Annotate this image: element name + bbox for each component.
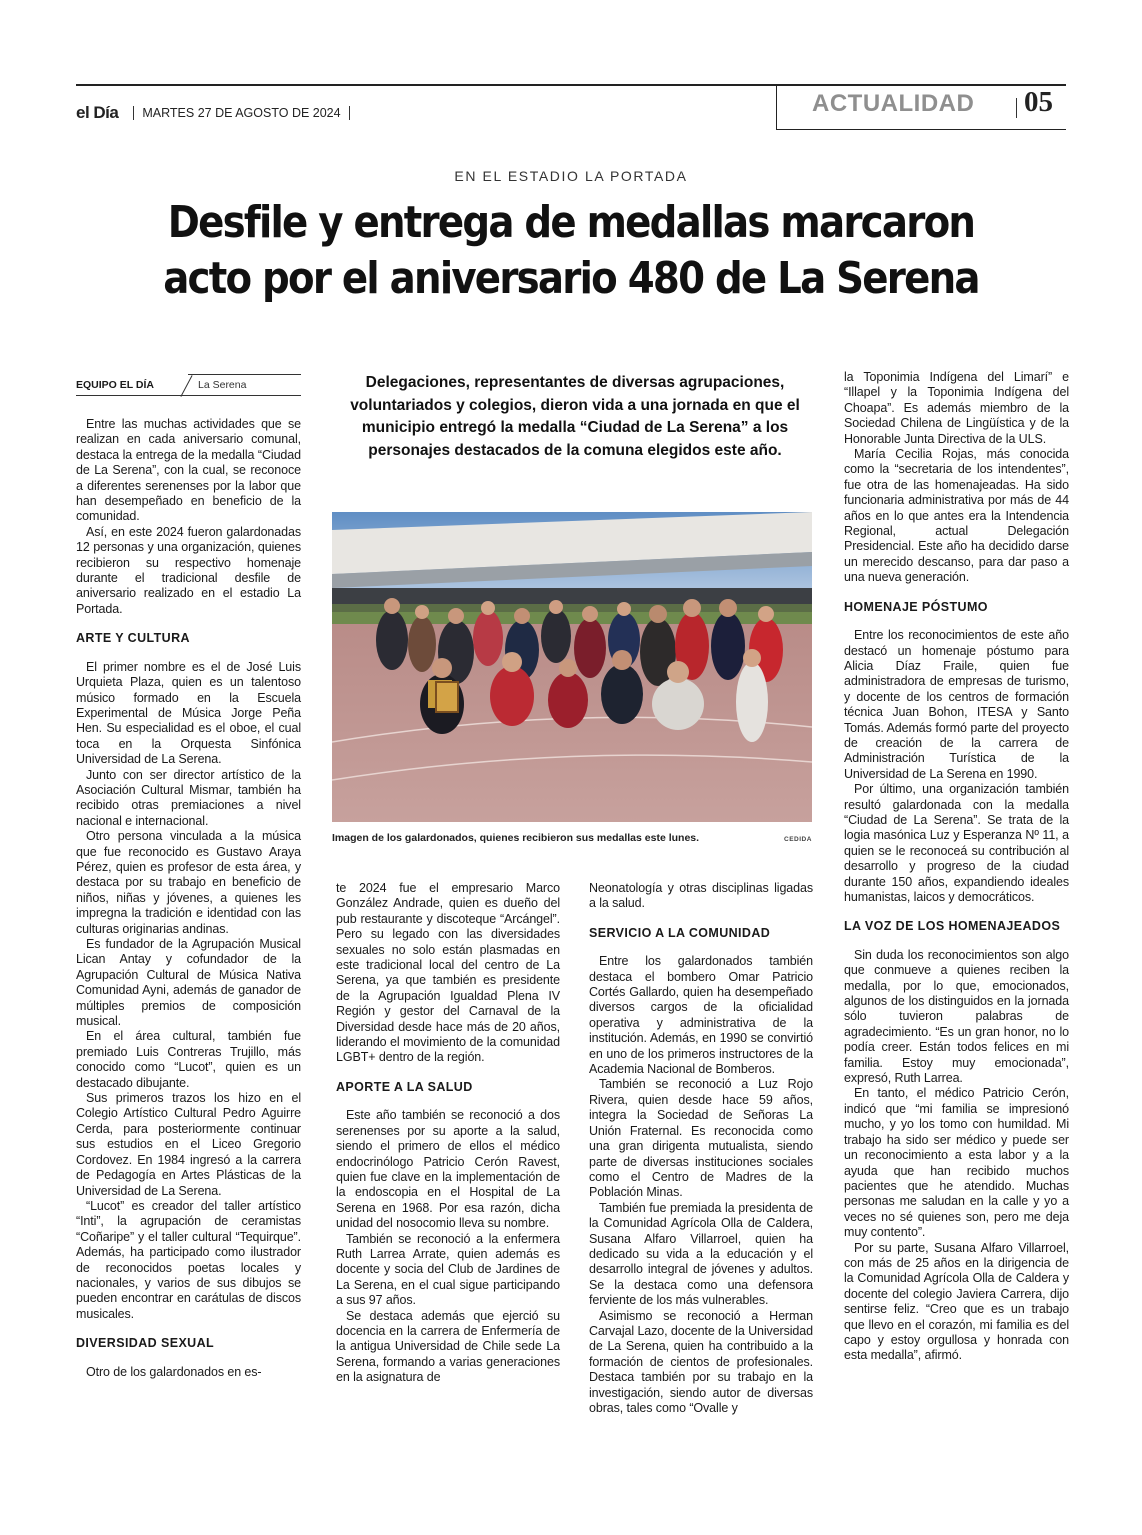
page-number: 05 [1024, 86, 1053, 118]
byline-author: EQUIPO EL DÍA [76, 379, 154, 391]
section-divider [1016, 98, 1017, 118]
paragraph: Otro persona vinculada a la música que fue reconocido es Gustavo Araya Pérez, quien es profesor de esta área, y destaca por su trabajo en beneficio de niños, niñas y jóvenes, a quienes les impregna la tradición e identidad con las culturas originarias andinas. [76, 829, 301, 936]
paragraph: te 2024 fue el empresario Marco González Andrade, quien es dueño del pub restaurante y discoteque “Arcángel”. Pero su legado con las diversidades sexuales no solo están plasmadas en este tradicional local del centro de La Serena, ya que también es presidente de la Agrupación Igualdad Plena IV Región y gestor del Carnaval de la Diversidad desde hace más de 20 años, liderando el movimiento de la comunidad LGBT+ dentro de la región. [336, 881, 560, 1065]
subheading: HOMENAJE PÓSTUMO [844, 599, 988, 614]
subheading: APORTE A LA SALUD [336, 1079, 473, 1094]
paragraph: Por último, una organización también resultó galardonada con la medalla “Ciudad de La Serena”. Se trata de la logia masónica Luz y Esperanza Nº 11, a quien se le reconoceá su contribución al desarrollo y progreso de la ciudad durante 150 años, expandiendo ideales humanistas, laicos y democráticos. [844, 782, 1069, 904]
newspaper-logo: el Día [76, 103, 119, 122]
paragraph: Neonatología y otras disciplinas ligadas a la salud. [589, 881, 813, 911]
subheading: DIVERSIDAD SEXUAL [76, 1336, 215, 1351]
article-column-4 [844, 370, 1069, 1364]
photo-caption: Imagen de los galardonados, quienes recibieron sus medallas este lunes. [332, 832, 700, 844]
paragraph: En el área cultural, también fue premiado Luis Contreras Trujillo, más conocido como “Lucot”, quien es un destacado dibujante. [76, 1029, 301, 1090]
masthead-divider [133, 106, 134, 120]
paragraph: Entre los reconocimientos de este año destacó un homenaje póstumo para Alicia Díaz Fraile, quien fue administradora de empresas de turismo, y docente de los centros de formación técnica Juan Bohon, ITESA y Santo Tomás. Además formó parte del proyecto de creación de la carrera de Administración Turística de la Universidad de La Serena en 1990. [844, 628, 1069, 781]
photo-illustration [332, 512, 812, 822]
paragraph: También se reconoció a Luz Rojo Rivera, quien desde hace 59 años, integra la Sociedad de Señoras La Unión Fraternal. Es reconocida como una gran dirigenta mutualista, siendo parte de diversas instituciones sociales como el Centro de Madres de la Población Minas. [589, 1077, 813, 1200]
paragraph: También fue premiada la presidenta de la Comunidad Agrícola Olla de Caldera, Susana Alfaro Villarroel, quien ha dedicado su vida a la educación y el desarrollo integral de jóvenes y adultos. Se la destaca como una defensora ferviente de los más vulnerables. [589, 1200, 813, 1308]
masthead [76, 100, 358, 126]
paragraph: En tanto, el médico Patricio Cerón, indicó que “mi familia se impresionó mucho, y yo los tomo con humildad. Mi trabajo ha sido ser médico y puede ser un reconocimiento a esta labor y a la ayuda que han recibido muchos pacientes que he atendido. Muchas personas me saludan en la calle y yo a veces no sé quienes son, pero me deja muy contento”. [844, 1086, 1069, 1240]
byline-slash [180, 375, 192, 397]
paragraph: Sus primeros trazos los hizo en el Colegio Artístico Cultural Pedro Aguirre Cerda, para posteriormente continuar sus estudios en el Liceo Gregorio Cordovez. En 1984 ingresó a la carrera de Pedagogía en Artes Plásticas de la Universidad de La Serena. [76, 1091, 301, 1198]
photo-credit: CEDIDA [784, 836, 812, 843]
subheading: SERVICIO A LA COMUNIDAD [589, 925, 771, 940]
paragraph: Junto con ser director artístico de la Asociación Cultural Mismar, también ha recibido otras premiaciones a nivel nacional e internacional. [76, 767, 301, 828]
article-column-1 [76, 417, 301, 1380]
paragraph: Así, en este 2024 fueron galardonadas 12 personas y una organización, quienes recibieron su respectivo homenaje durante el tradicional desfile de aniversario realizado en el estadio La Portada. [76, 524, 301, 616]
paragraph: Otro de los galardonados en es- [86, 1364, 262, 1379]
paragraph: Este año también se reconoció a dos serenenses por su aporte a la salud, siendo el primero de ellos el médico endocrinólogo Patricio Cerón Ravest, quien fue clave en la implementación de la endoscopia en el Hospital de La Serena en 1968. Por esa razón, dicha unidad del nosocomio lleva su nombre. [336, 1108, 560, 1231]
paragraph: Entre los galardonados también destaca el bombero Omar Patricio Cortés Gallardo, quien ha desempeñado diversos cargos de la oficialidad operativa y administrativa de la institución. Además, en 1990 se convirtió en uno de los primeros instructores de la Academia Nacional de Bomberos. [589, 954, 813, 1077]
article-column-3 [589, 881, 813, 1416]
paragraph: Se destaca además que ejerció su docencia en la carrera de Enfermería de la antigua Universidad de Chile sede La Serena, formando a varias generaciones en la asignatura de [336, 1308, 560, 1385]
byline-location: La Serena [198, 379, 247, 391]
paragraph: María Cecilia Rojas, más conocida como la “secretaria de los intendentes”, fue otra de las homenajeadas. Ha sido funcionaria administrativa por más de 44 años en lo que antes era la Intendencia Regional, actual Delegación Presidencial. Este año ha decidido darse un merecido descanso, para dar paso a una nueva generación. [844, 447, 1069, 585]
subheading: ARTE Y CULTURA [76, 631, 190, 646]
article-kicker: EN EL ESTADIO LA PORTADA [454, 168, 688, 184]
subheading: LA VOZ DE LOS HOMENAJEADOS [844, 919, 1061, 934]
paragraph: Sin duda los reconocimientos son algo que conmueve a quienes reciben la medalla, por lo que, emocionados, algunos de los distinguidos en la jornada sólo tuvieron palabras de agradecimiento. “Es un gran honor, no lo podía creer. Están todos felices en mi familia. Estoy muy emocionada”, expresó, Ruth Larrea. [844, 947, 1069, 1086]
article-lede: Delegaciones, representantes de diversas agrupaciones, voluntariados y colegios, dieron vida a una jornada en que el municipio entregó la medalla “Ciudad de La Serena” a los personajes destacados de la comuna elegidos este año. [350, 374, 800, 459]
paragraph: la Toponimia Indígena del Limarí” e “Illapel y la Toponimia Indígena del Choapa”. Es además miembro de la Sociedad Chilena de Lingüística y de la Honorable Junta Directiva de la ULS. [844, 370, 1069, 446]
masthead-divider [349, 106, 350, 120]
paragraph: “Lucot” es creador del taller artístico “Inti”, la agrupación de ceramistas “Coñaripe” y el taller cultural “Tequirque”. Además, ha participado como ilustrador de reconocidos poetas locales y nacionales, y varios de sus dibujos se pueden encontrar en carátulas de discos musicales. [76, 1198, 301, 1321]
paragraph: El primer nombre es el de José Luis Urquieta Plaza, quien es un talentoso músico formado en la Escuela Experimental de Música Jorge Peña Hen. Su especialidad es el oboe, el cual toca en la Orquesta Sinfónica Universidad de La Serena. [76, 659, 301, 767]
paragraph: Por su parte, Susana Alfaro Villarroel, con más de 25 años en la dirigencia de la Comunidad Agrícola Olla de Caldera y docente del colegio Javiera Carrera, dijo sentirse feliz. “Creo que es un trabajo que llevo en el corazón, mi familia es del capo y estoy orgullosa y honrada con esta medalla”, afirmó. [844, 1240, 1069, 1363]
paragraph: Entre las muchas actividades que se realizan en cada aniversario comunal, destaca la entrega de la medalla “Ciudad de La Serena”, con la cual, se reconoce a diferentes serenenses por la labor que han desempeñado en beneficio de la comunidad. [76, 417, 301, 524]
article-column-2 [336, 881, 560, 1386]
byline [76, 374, 301, 396]
paragraph: Es fundador de la Agrupación Musical Lican Antay y cofundador de la Agrupación Cultural de Música Nativa Comunidad Ayni, además de ganador de múltiples premios de composición musical. [76, 937, 301, 1029]
section-name: ACTUALIDAD [812, 90, 975, 117]
article-photo [332, 512, 812, 822]
paragraph: Asimismo se reconoció a Herman Carvajal Lazo, docente de la Universidad de La Serena, quien ha contribuido a la formación de cientos de profesionales. Destaca también por su trabajo en la investigación, siendo autor de diversas obras, tales como “Ovalle y [589, 1308, 813, 1415]
issue-date: MARTES 27 DE AGOSTO DE 2024 [142, 106, 341, 120]
paragraph: También se reconoció a la enfermera Ruth Larrea Arrate, quien además es docente y socia del Club de Jardines de La Serena, en el cual sigue participando a sus 97 años. [336, 1231, 560, 1308]
article-headline: Desfile y entrega de medallas marcaron acto por el aniversario 480 de La Serena [163, 197, 979, 305]
